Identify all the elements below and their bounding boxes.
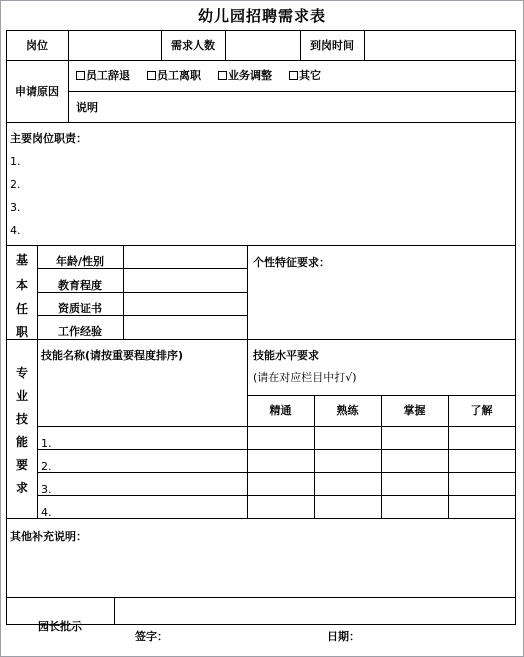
reason-option-dismissal[interactable] <box>76 69 130 83</box>
skill-level-note: (请在对应栏目中打√) <box>253 371 357 384</box>
reason-label: 申请原因 <box>15 85 59 98</box>
skill-item: 3. <box>41 483 52 496</box>
checkbox-icon <box>289 71 298 80</box>
form-title: 幼儿园招聘需求表 <box>197 7 326 25</box>
reason-option-other[interactable] <box>289 69 321 83</box>
arrival-time-label: 到岗时间 <box>310 39 354 52</box>
position-label: 岗位 <box>26 39 48 52</box>
education-label: 教育程度 <box>58 279 102 292</box>
level-competent: 掌握 <box>403 404 426 417</box>
skill-item: 2. <box>41 460 52 473</box>
skill-level-header: 技能水平要求 <box>253 349 319 362</box>
basic-label-char: 基 <box>15 253 28 267</box>
level-expert: 精通 <box>269 404 292 417</box>
skills-label-char: 技 <box>15 412 28 426</box>
date-label: 日期： <box>327 630 360 643</box>
basic-label-char: 本 <box>15 278 28 292</box>
reason-option-label: 业务调整 <box>228 69 272 82</box>
reason-option-label: 其它 <box>299 69 321 82</box>
signature-label: 签字： <box>135 630 168 643</box>
personality-label: 个性特征要求： <box>253 256 330 269</box>
checkbox-icon <box>147 71 156 80</box>
principal-approval-label: 园长批示 <box>38 620 82 633</box>
basic-label-char: 任 <box>15 302 28 316</box>
basic-label-char: 职 <box>15 325 28 339</box>
level-proficient: 熟练 <box>336 404 359 417</box>
skills-label-char: 求 <box>15 481 28 495</box>
duty-item: 1. <box>10 155 21 168</box>
reason-option-label: 员工离职 <box>157 69 201 82</box>
skill-item: 1. <box>41 437 52 450</box>
age-gender-label: 年龄/性别 <box>55 255 105 268</box>
duty-item: 3. <box>10 201 21 214</box>
other-notes-label: 其他补充说明： <box>10 530 87 543</box>
skill-name-header: 技能名称(请按重要程度排序) <box>41 349 184 362</box>
skills-label-char: 能 <box>15 435 28 449</box>
reason-option-business-adjustment[interactable] <box>218 69 272 83</box>
headcount-label: 需求人数 <box>171 39 215 52</box>
duty-item: 2. <box>10 178 21 191</box>
reason-explain-label: 说明 <box>76 101 98 114</box>
level-familiar: 了解 <box>470 404 493 417</box>
skills-label-char: 业 <box>15 389 28 403</box>
checkbox-icon <box>76 71 85 80</box>
reason-option-label: 员工辞退 <box>86 69 130 82</box>
duties-label: 主要岗位职责： <box>10 132 87 145</box>
duty-item: 4. <box>10 224 21 237</box>
reason-option-resignation[interactable] <box>147 69 201 83</box>
certificate-label: 资质证书 <box>58 302 102 315</box>
skill-item: 4. <box>41 506 52 519</box>
work-experience-label: 工作经验 <box>58 325 102 338</box>
skills-label-char: 要 <box>15 458 28 472</box>
skills-label-char: 专 <box>15 366 28 380</box>
checkbox-icon <box>218 71 227 80</box>
